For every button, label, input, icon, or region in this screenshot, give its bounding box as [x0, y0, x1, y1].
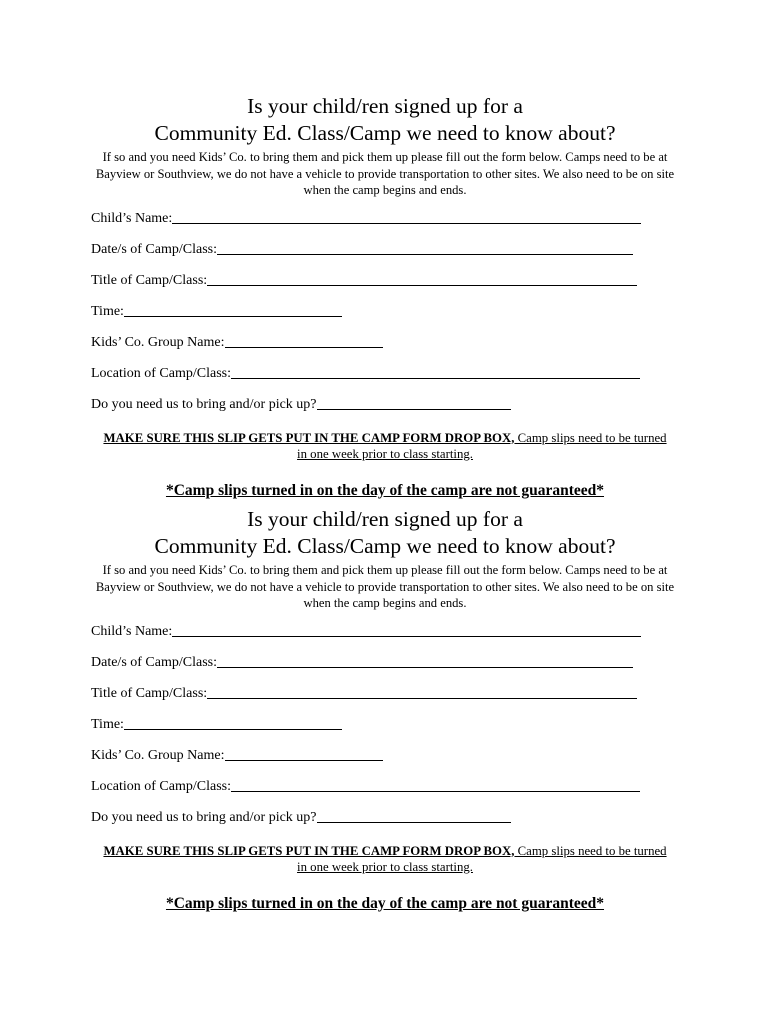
- camp-location-line[interactable]: [231, 366, 640, 379]
- form-title-line1: Is your child/ren signed up for a: [247, 94, 523, 118]
- pickup-field[interactable]: [91, 397, 770, 428]
- drop-box-notice-bold: MAKE SURE THIS SLIP GETS PUT IN THE CAMP FORM DROP BOX,: [103, 843, 515, 858]
- group-name-label: Kids’ Co. Group Name:: [91, 747, 225, 763]
- time-field[interactable]: [91, 717, 770, 748]
- not-guaranteed-warning: *Camp slips turned in on the day of the camp are not guaranteed*: [165, 894, 605, 912]
- pickup-label: Do you need us to bring and/or pick up?: [91, 809, 317, 825]
- camp-location-label: Location of Camp/Class:: [91, 365, 231, 381]
- pickup-field[interactable]: [91, 810, 770, 841]
- camp-title-label: Title of Camp/Class:: [91, 272, 208, 288]
- child-name-field[interactable]: [91, 624, 770, 655]
- camp-slip-form-1: [0, 93, 770, 500]
- camp-dates-field[interactable]: [91, 242, 770, 273]
- camp-title-field[interactable]: [91, 273, 770, 304]
- drop-box-notice-rest: Camp slips need to be turned in one week prior to class starting.: [297, 430, 667, 461]
- form-instructions: If so and you need Kids’ Co. to bring them and pick them up please fill out the form below. Camps need to be at Bayview or Southview, we do not have a vehicle to provide transportation to other sites. We also need to be on site when the camp begins and ends.: [95, 563, 675, 610]
- camp-dates-line[interactable]: [217, 242, 633, 255]
- time-field[interactable]: [91, 304, 770, 335]
- form-title-line1: Is your child/ren signed up for a: [247, 507, 523, 531]
- child-name-line[interactable]: [172, 624, 641, 637]
- form-title-line2: Community Ed. Class/Camp we need to know about?: [154, 534, 616, 558]
- camp-location-field[interactable]: [91, 366, 770, 397]
- camp-dates-label: Date/s of Camp/Class:: [91, 654, 217, 670]
- camp-dates-label: Date/s of Camp/Class:: [91, 241, 217, 257]
- time-line[interactable]: [124, 304, 342, 317]
- drop-box-notice-bold: MAKE SURE THIS SLIP GETS PUT IN THE CAMP FORM DROP BOX,: [103, 430, 515, 445]
- form-fields: [0, 624, 770, 841]
- time-line[interactable]: [124, 717, 342, 730]
- group-name-field[interactable]: [91, 748, 770, 779]
- camp-dates-field[interactable]: [91, 655, 770, 686]
- group-name-field[interactable]: [91, 335, 770, 366]
- camp-title-field[interactable]: [91, 686, 770, 717]
- pickup-label: Do you need us to bring and/or pick up?: [91, 396, 317, 412]
- form-fields: [0, 211, 770, 428]
- camp-title-label: Title of Camp/Class:: [91, 685, 208, 701]
- camp-title-line[interactable]: [207, 686, 637, 699]
- camp-slip-form-2: [0, 506, 770, 913]
- time-label: Time:: [91, 303, 124, 319]
- group-name-line[interactable]: [225, 335, 383, 348]
- camp-location-line[interactable]: [231, 779, 640, 792]
- group-name-label: Kids’ Co. Group Name:: [91, 334, 225, 350]
- not-guaranteed-warning: *Camp slips turned in on the day of the camp are not guaranteed*: [165, 481, 605, 499]
- drop-box-notice: [100, 843, 670, 875]
- group-name-line[interactable]: [225, 748, 383, 761]
- form-instructions: If so and you need Kids’ Co. to bring them and pick them up please fill out the form below. Camps need to be at Bayview or Southview, we do not have a vehicle to provide transportation to other sites. We also need to be on site when the camp begins and ends.: [95, 150, 675, 197]
- camp-location-field[interactable]: [91, 779, 770, 810]
- pickup-line[interactable]: [317, 810, 511, 823]
- drop-box-notice: [100, 430, 670, 462]
- child-name-label: Child’s Name:: [91, 210, 173, 226]
- drop-box-notice-rest: Camp slips need to be turned in one week prior to class starting.: [297, 843, 667, 874]
- camp-location-label: Location of Camp/Class:: [91, 778, 231, 794]
- camp-dates-line[interactable]: [217, 655, 633, 668]
- pickup-line[interactable]: [317, 397, 511, 410]
- child-name-line[interactable]: [172, 211, 641, 224]
- child-name-field[interactable]: [91, 211, 770, 242]
- camp-title-line[interactable]: [207, 273, 637, 286]
- child-name-label: Child’s Name:: [91, 623, 173, 639]
- time-label: Time:: [91, 716, 124, 732]
- form-title-line2: Community Ed. Class/Camp we need to know about?: [154, 121, 616, 145]
